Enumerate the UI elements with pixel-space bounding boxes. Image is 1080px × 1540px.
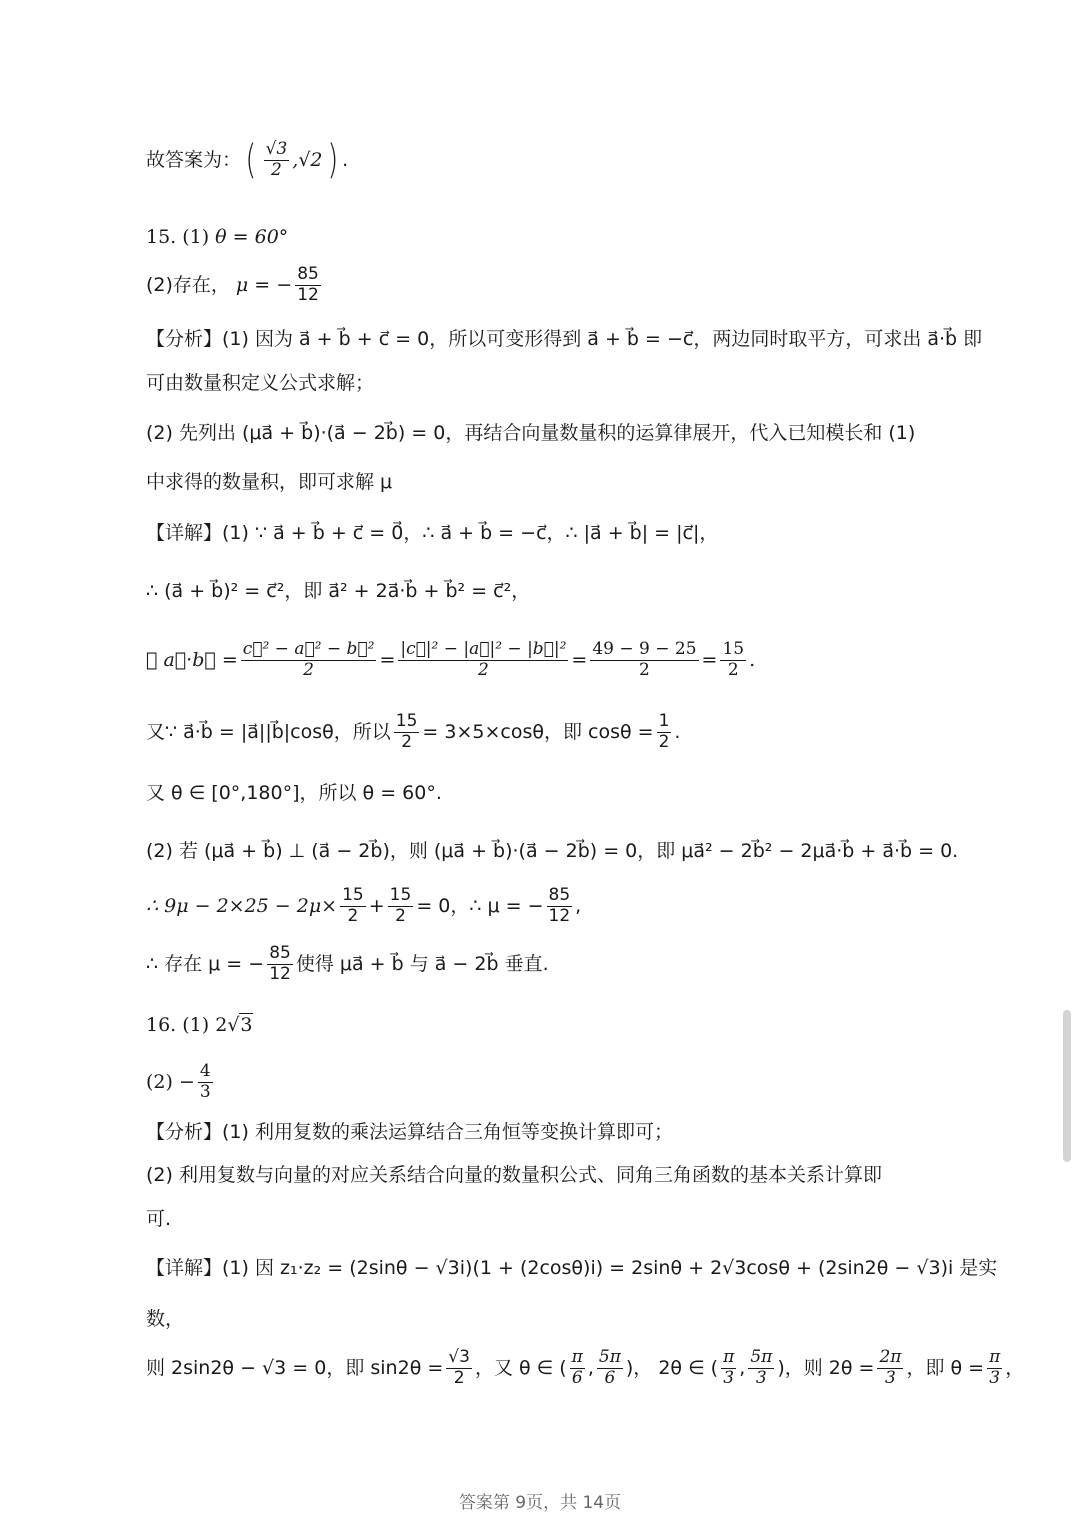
q15-part2-answer: (2)存在， μ = − $\frac{85}{12}$ [146,264,319,305]
q15-detail-step2: ∴ (a⃗ + b⃗)² = c⃗²，即 a⃗² + 2a⃗·b⃗ + b⃗² = c⃗²， [146,580,531,602]
q16-analysis: 【分析】(1) 利用复数的乘法运算结合三角恒等变换计算即可； [146,1121,673,1143]
scrollbar[interactable] [1063,1010,1071,1162]
q15-detail-step4: 又∵ a⃗·b⃗ = |a⃗||b⃗|cosθ，所以 $\frac{15}{2}$ = 3×5×cosθ，即 cosθ = $\frac{1}{2}$ . [146,711,681,752]
answer-line: 故答案为： ( $\frac{√3}{2}$ ,√2 ) . [146,137,349,184]
q15-detail-step1: 【详解】(1) ∵ a⃗ + b⃗ + c⃗ = 0⃗，∴ a⃗ + b⃗ = −c⃗，∴ |a⃗ + b⃗| = |c⃗|， [146,522,719,544]
q16-detail-step1: 【详解】(1) 因 z₁·z₂ = (2sinθ − √3i)(1 + (2cosθ)i) = 2sinθ + 2√3cosθ + (2sin2θ − √3)i 是实 [146,1257,998,1279]
q15-part1-answer: 15. (1) θ = 60° [146,226,289,248]
q16-analysis-part2: (2) 利用复数与向量的对应关系结合向量的数量积公式、同角三角函数的基本关系计算即 [146,1164,882,1186]
q15-analysis: 【分析】(1) 因为 a⃗ + b⃗ + c⃗ = 0，所以可变形得到 a⃗ + b⃗ = −c⃗，两边同时取平方，可求出 a⃗·b⃗ 即 [146,328,983,350]
q16-detail-step2: 则 2sin2θ − √3 = 0，即 sin2θ = $\frac{√3}{2}$ ，又 θ ∈ ( $\frac{\pi}{6}$ , $\frac{5\pi}{6}$ )， 2θ ∈ ( $\frac{\pi}{3}$ , $\frac{5\pi}{3}$ )，则 2θ = $\frac{2\pi}{3}$ ，即 θ = $\frac{\pi}{3}$ ， [146,1347,1025,1388]
q16-analysis-part2-cont: 可. [146,1208,172,1230]
q15-detail-part2-calc: ∴ 9μ − 2×25 − 2μ× $\frac{15}{2}$ + $\frac{15}{2}$ = 0，∴ μ = − $\frac{85}{12}$ , [146,885,582,926]
q15-analysis-cont: 可由数量积定义公式求解； [146,372,375,394]
q15-analysis-part2-cont: 中求得的数量积，即可求解 μ [146,471,393,493]
page-footer: 答案第 9页，共 14页 [458,1493,622,1513]
q16-part1-answer: 16. (1) 2 √ 3 [146,1013,253,1036]
q15-conclusion: ∴ 存在 μ = − $\frac{85}{12}$ 使得 μa⃗ + b⃗ 与 a⃗ − 2b⃗ 垂直. [146,943,549,984]
q16-detail-step1-cont: 数， [146,1308,185,1330]
q16-part2-answer: (2) − $\frac{4}{3}$ [146,1061,211,1102]
q15-detail-step5: 又 θ ∈ [0°,180°]，所以 θ = 60°. [146,782,442,804]
q15-detail-step3: ∴ a⃗·b⃗ = $\frac{\text{c⃗² − a⃗² − b⃗²}}{2}$ = $\frac{\text{|c⃗|² − |a⃗|² − |b⃗|²}}{2}$ = $\frac{49 - 9 - 25}{2}$ = $\frac{15}{2}$ . [146,639,756,680]
q15-analysis-part2: (2) 先列出 (μa⃗ + b⃗)·(a⃗ − 2b⃗) = 0，再结合向量数量积的运算律展开，代入已知模长和 (1) [146,422,916,444]
q15-detail-part2: (2) 若 (μa⃗ + b⃗) ⊥ (a⃗ − 2b⃗)，则 (μa⃗ + b⃗)·(a⃗ − 2b⃗) = 0，即 μa⃗² − 2b⃗² − 2μa⃗·b⃗ + a⃗·b⃗ = 0. [146,840,959,862]
